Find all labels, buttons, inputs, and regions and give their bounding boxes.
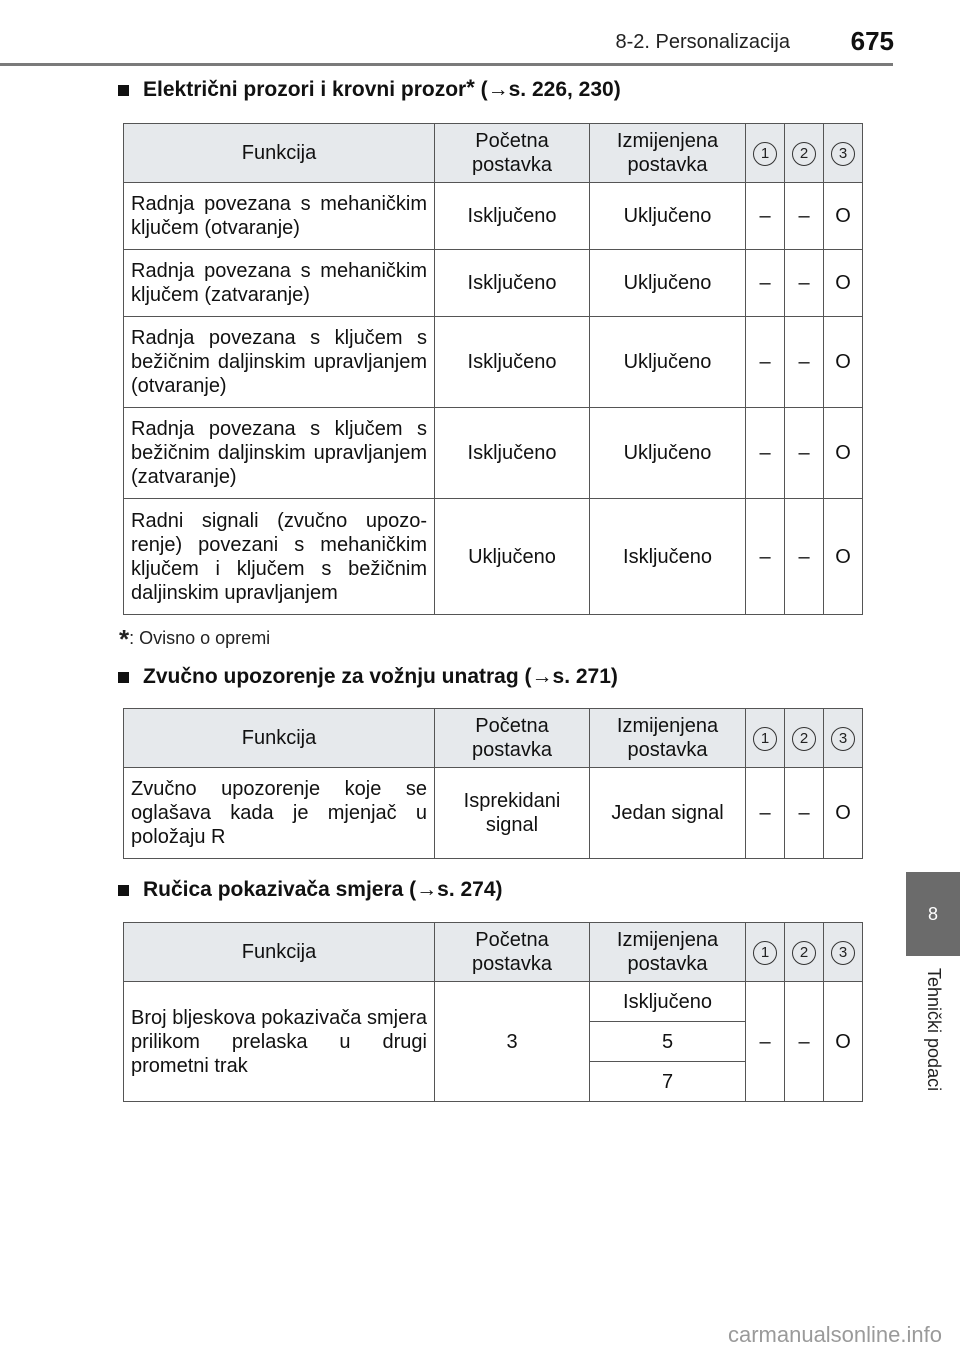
col-funkcija: Funkcija	[124, 709, 435, 768]
col-1	[746, 923, 785, 982]
table-power-windows	[123, 123, 863, 615]
row-setting-3: O	[824, 408, 863, 499]
header-rule	[0, 63, 893, 66]
table-row	[124, 768, 863, 859]
col-1	[746, 124, 785, 183]
chapter-tab	[906, 872, 960, 956]
col-izmijenjena: Izmijenjena postavka	[590, 923, 746, 982]
section2-title: Zvučno upozorenje za vožnju unatrag (→s. 271)	[143, 665, 618, 688]
circled-1-icon: 1	[753, 727, 777, 751]
row-initial: Isključeno	[435, 408, 590, 499]
footnote-star: *	[119, 624, 130, 654]
col-pocetna: Početna postavka	[435, 124, 590, 183]
row-setting-3: O	[824, 250, 863, 317]
circled-3-icon: 3	[831, 142, 855, 166]
row-initial: Isključeno	[435, 183, 590, 250]
table-header-row	[124, 709, 863, 768]
row-initial: 3	[435, 982, 590, 1102]
page-number: 675	[850, 26, 894, 56]
row-setting-2: –	[785, 250, 824, 317]
col-2	[785, 709, 824, 768]
row-initial: Isprekidani signal	[435, 768, 590, 859]
row-changed-option: Isključeno	[590, 982, 746, 1022]
row-setting-2: –	[785, 768, 824, 859]
row-setting-3: O	[824, 499, 863, 615]
row-setting-1: –	[746, 408, 785, 499]
circled-2-icon: 2	[792, 142, 816, 166]
row-description: Radnja povezana s mehaničkim ključem (zatvaranje)	[124, 250, 435, 317]
row-changed: Uključeno	[590, 183, 746, 250]
circled-2-icon: 2	[792, 941, 816, 965]
footnote	[119, 624, 270, 655]
col-3	[824, 124, 863, 183]
section1-title: Električni prozori i krovni prozor	[143, 78, 467, 101]
row-setting-1: –	[746, 183, 785, 250]
table-row	[124, 982, 863, 1022]
table-row	[124, 250, 863, 317]
row-setting-2: –	[785, 183, 824, 250]
table-row	[124, 317, 863, 408]
col-funkcija: Funkcija	[124, 923, 435, 982]
row-setting-1: –	[746, 317, 785, 408]
page-header	[0, 0, 960, 60]
col-2	[785, 923, 824, 982]
row-description: Radni signali (zvučno upozorenje) povezani s mehaničkim ključem i ključem s bežičnim daljinskim upravljanjem	[124, 499, 435, 615]
row-setting-2: –	[785, 982, 824, 1102]
circled-2-icon: 2	[792, 727, 816, 751]
row-changed-option: 7	[590, 1062, 746, 1102]
row-setting-2: –	[785, 499, 824, 615]
row-setting-3: O	[824, 768, 863, 859]
row-changed: Isključeno	[590, 499, 746, 615]
row-changed: Uključeno	[590, 250, 746, 317]
chapter-number: 8	[927, 903, 938, 924]
row-setting-2: –	[785, 317, 824, 408]
row-changed: Uključeno	[590, 317, 746, 408]
row-initial: Isključeno	[435, 250, 590, 317]
row-description: Zvučno upozorenje koje se oglašava kada je mjenjač u položaju R	[124, 768, 435, 859]
row-description: Radnja povezana s ključem s bežičnim daljinskim upravljanjem (otvaranje)	[124, 317, 435, 408]
col-pocetna: Početna postavka	[435, 923, 590, 982]
table-row	[124, 183, 863, 250]
row-setting-1: –	[746, 768, 785, 859]
row-initial: Uključeno	[435, 499, 590, 615]
row-setting-1: –	[746, 982, 785, 1102]
table-header-row	[124, 124, 863, 183]
col-izmijenjena: Izmijenjena postavka	[590, 124, 746, 183]
row-setting-3: O	[824, 183, 863, 250]
table-reverse-buzzer	[123, 708, 863, 859]
section3-heading	[118, 878, 503, 902]
square-bullet-icon	[118, 885, 129, 896]
row-setting-1: –	[746, 499, 785, 615]
table-row	[124, 408, 863, 499]
circled-1-icon: 1	[753, 142, 777, 166]
col-2	[785, 124, 824, 183]
section3-title: Ručica pokazivača smjera (→s. 274)	[143, 878, 503, 901]
circled-3-icon: 3	[831, 941, 855, 965]
section2-heading	[118, 665, 618, 689]
square-bullet-icon	[118, 672, 129, 683]
row-setting-2: –	[785, 408, 824, 499]
row-changed-option: 5	[590, 1022, 746, 1062]
row-setting-3: O	[824, 982, 863, 1102]
row-description: Broj bljeskova pokazivača smjera prilikom prelaska u drugi prometni trak	[124, 982, 435, 1102]
square-bullet-icon	[118, 85, 129, 96]
row-description: Radnja povezana s ključem s bežičnim daljinskim upravljanjem (zatvaranje)	[124, 408, 435, 499]
row-setting-1: –	[746, 250, 785, 317]
section-title: 8-2. Personalizacija	[615, 31, 790, 53]
col-3	[824, 709, 863, 768]
table-row	[124, 499, 863, 615]
section1-heading: Električni prozori i krovni prozor * (→s. 226, 230)	[118, 78, 621, 102]
table-header-row	[124, 923, 863, 982]
col-izmijenjena: Izmijenjena postavka	[590, 709, 746, 768]
circled-3-icon: 3	[831, 727, 855, 751]
chapter-label: Tehnički podaci	[924, 968, 944, 1092]
watermark: carmanualsonline.info	[727, 1322, 942, 1347]
row-changed: Uključeno	[590, 408, 746, 499]
row-changed: Jedan signal	[590, 768, 746, 859]
row-setting-3: O	[824, 317, 863, 408]
row-description: Radnja povezana s mehaničkim ključem (otvaranje)	[124, 183, 435, 250]
circled-1-icon: 1	[753, 941, 777, 965]
row-initial: Isključeno	[435, 317, 590, 408]
table-turn-signal	[123, 922, 863, 1102]
section1-ref: (→s. 226, 230)	[474, 78, 621, 101]
col-pocetna: Početna postavka	[435, 709, 590, 768]
footnote-text: : Ovisno o opremi	[129, 628, 271, 648]
col-1	[746, 709, 785, 768]
col-funkcija: Funkcija	[124, 124, 435, 183]
col-3	[824, 923, 863, 982]
